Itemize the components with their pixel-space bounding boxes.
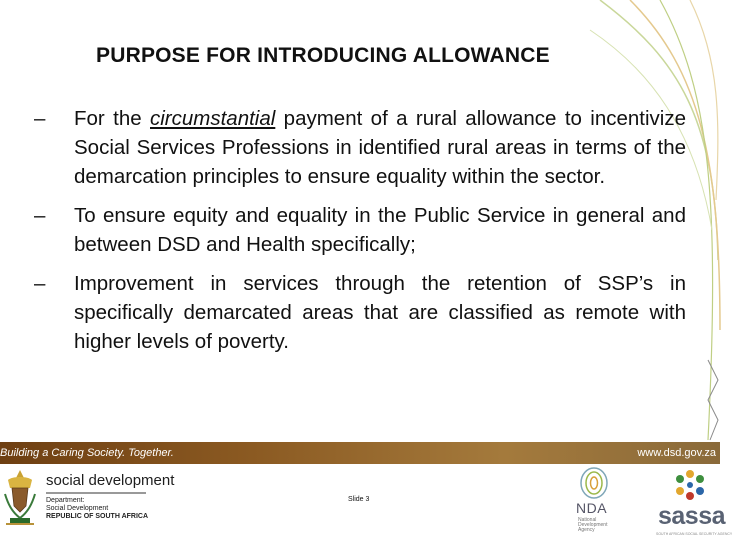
org-divider (46, 492, 146, 494)
slide-title: PURPOSE FOR INTRODUCING ALLOWANCE (96, 44, 550, 67)
nda-logo (572, 466, 618, 538)
bullet-marker: – (34, 272, 46, 295)
org-line: REPUBLIC OF SOUTH AFRICA (46, 513, 149, 520)
org-line: Department: (46, 497, 85, 504)
nda-name: NDA (576, 500, 608, 516)
footer-banner (0, 442, 720, 464)
sassa-name: sassa (658, 502, 726, 530)
banner-url[interactable]: www.dsd.gov.za (637, 447, 716, 459)
banner-tagline: Building a Caring Society. Together. (0, 447, 174, 459)
bullet-item (34, 104, 686, 191)
bullet-item (34, 201, 686, 259)
coat-of-arms-icon (2, 466, 38, 530)
org-details (46, 497, 148, 521)
bullet-text-start: For the (74, 107, 150, 130)
bullet-marker: – (34, 107, 46, 130)
emphasized-word: circumstantial (150, 107, 276, 130)
bullet-list (34, 104, 686, 366)
sassa-emblem-icon (670, 466, 710, 502)
org-name: social development (46, 472, 175, 489)
slide-number: Slide 3 (348, 496, 370, 503)
bullet-text-rest: payment of a rural allowance to incentivize Social Services Professions in identified rural areas in terms of the demarcation principles to ensure equality within the sector. (74, 107, 687, 188)
bullet-marker: – (34, 204, 46, 227)
nda-swirl-icon (576, 466, 612, 500)
sassa-subtitle: SOUTH AFRICAN SOCIAL SECURITY AGENCY (656, 532, 732, 536)
nda-subtitle: National Development Agency (578, 517, 608, 533)
org-line: Social Development (46, 505, 109, 512)
bullet-text: Improvement in services through the retention of SSP’s in specifically demarcated areas that are classified as remote with higher levels of poverty. (74, 272, 686, 353)
bullet-item (34, 269, 686, 356)
sassa-logo (656, 466, 732, 540)
bullet-text: To ensure equity and equality in the Public Service in general and between DSD and Health specifically; (74, 204, 686, 256)
